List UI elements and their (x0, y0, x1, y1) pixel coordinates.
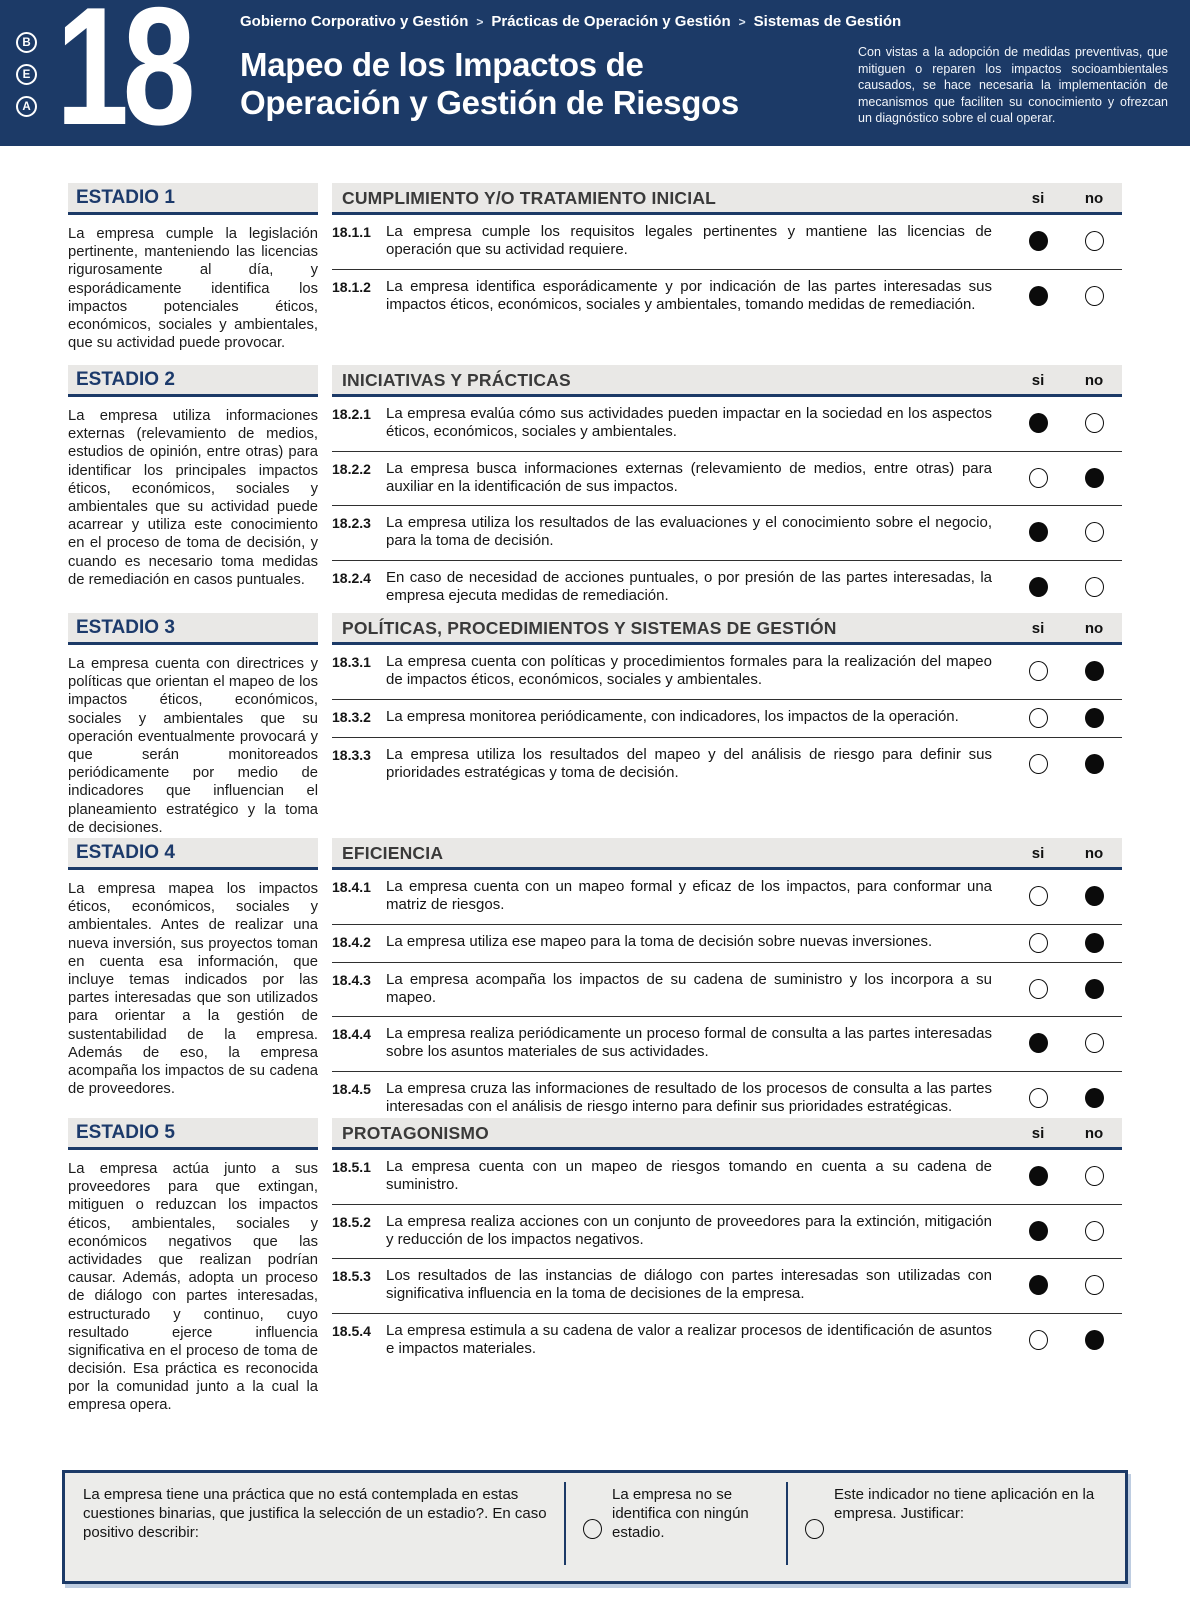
estadio-section (68, 613, 1122, 837)
radio-si[interactable] (1029, 468, 1048, 488)
question-number: 18.5.3 (332, 1268, 371, 1285)
section-title: EFICIENCIA (342, 842, 444, 863)
question-row (332, 270, 1122, 324)
question-row (332, 738, 1122, 792)
footer-options-box (62, 1470, 1128, 1584)
estadio-label-bar (68, 613, 318, 645)
question-row (332, 1150, 1122, 1205)
question-text: La empresa monitorea periódicamente, con indicadores, los impactos de la operación. (386, 707, 959, 725)
radio-si[interactable] (1029, 1166, 1048, 1186)
question-text: La empresa realiza periódicamente un proceso formal de consulta a las partes interesadas sobre los asuntos materiales de sus actividades. (386, 1025, 992, 1061)
page-title-line1: Mapeo de los Impactos de (240, 46, 644, 83)
column-header-no: no (1084, 844, 1104, 862)
column-header-si: si (1031, 1124, 1045, 1142)
question-row (332, 645, 1122, 700)
estadio-description: La empresa actúa junto a sus proveedores para que extingan, mitiguen o reduzcan los impactos éticos, ambientales, sociales y económicos negativos que las actividades que realizan podrían causar. Además, adopta un proceso de diálogo con partes interesadas, estructurado y continuo, cuyo resultado ejerce influencia significativa en el proceso de toma de decisión. Esa práctica es reconocida por la comunidad junto a la cual la empresa opera. (68, 1161, 318, 1414)
radio-no[interactable] (1085, 754, 1104, 774)
footer-option-no-aplica (787, 1473, 1125, 1581)
estadio-section (68, 838, 1122, 1125)
question-row (332, 700, 1122, 738)
radio-no[interactable] (1085, 231, 1104, 251)
question-number: 18.4.1 (332, 879, 371, 895)
estadio-section (68, 183, 1122, 352)
breadcrumb-item: Prácticas de Operación y Gestión (491, 13, 731, 30)
question-row (332, 452, 1122, 507)
question-number: 18.1.2 (332, 278, 371, 295)
radio-si[interactable] (1029, 231, 1048, 251)
question-row (332, 215, 1122, 270)
question-number: 18.2.4 (332, 569, 371, 586)
section-body (68, 215, 1122, 352)
question-text: La empresa utiliza los resultados del mapeo y del análisis de riesgo para definir sus prioridades estratégicas y toma de decisión. (386, 745, 992, 781)
radio-si[interactable] (1029, 886, 1048, 906)
question-row (332, 1205, 1122, 1260)
estadio-label-bar (68, 365, 318, 397)
section-header (68, 365, 1122, 397)
question-text: La empresa cuenta con un mapeo formal y eficaz de los impactos, para conformar una matriz de riesgos. (386, 878, 992, 914)
question-row (332, 506, 1122, 561)
question-text: La empresa estimula a su cadena de valor a realizar procesos de identificación de asuntos e impactos materiales. (386, 1321, 992, 1358)
question-row (332, 925, 1122, 963)
question-number: 18.4.2 (332, 933, 371, 950)
footer-open-question: La empresa tiene una práctica que no está contemplada en estas cuestiones binarias, que justifica la selección de un estadio?. En caso positivo describir: (83, 1486, 547, 1541)
radio-no[interactable] (1085, 468, 1104, 488)
estadio-label-bar (68, 1118, 318, 1150)
section-body (68, 870, 1122, 1125)
question-number: 18.5.4 (332, 1322, 371, 1339)
footer-open-question-cell (65, 1473, 565, 1581)
question-text: La empresa acompaña los impactos de su cadena de suministro y los incorpora a su mapeo. (386, 970, 992, 1006)
question-text: La empresa identifica esporádicamente y por indicación de las partes interesadas sus impactos éticos, económicos, sociales y ambientales, tomando medidas de remediación. (386, 277, 992, 313)
radio-si[interactable] (1029, 708, 1048, 728)
header-main (240, 13, 901, 121)
section-body (68, 397, 1122, 614)
section-title: INICIATIVAS Y PRÁCTICAS (342, 369, 571, 390)
estadio-label: ESTADIO 3 (76, 617, 175, 638)
radio-si[interactable] (1029, 933, 1048, 953)
column-header-si: si (1031, 844, 1045, 862)
question-row (332, 1314, 1122, 1368)
section-title-bar (332, 365, 1122, 397)
radio-si[interactable] (1029, 577, 1048, 597)
question-text: En caso de necesidad de acciones puntuales, o por presión de las partes interesadas, la empresa ejecuta medidas de remediación. (386, 568, 992, 605)
question-row (332, 1017, 1122, 1072)
section-body (68, 645, 1122, 837)
estadio-description: La empresa utiliza informaciones externas (relevamiento de medios, estudios de opinión, entre otras) para identificar los principales impactos éticos, económicos, sociales y ambientales que su actividad puede acarrear y utiliza este conocimiento en el proceso de toma de decisión, y cuando es necesario toma medidas de remediación en casos puntuales. (68, 408, 318, 588)
breadcrumb-item: Gobierno Corporativo y Gestión (240, 13, 469, 30)
radio-si[interactable] (1029, 979, 1048, 999)
column-header-no: no (1084, 1124, 1104, 1142)
radio-no[interactable] (1085, 886, 1104, 906)
radio-no[interactable] (1085, 1330, 1104, 1350)
question-number: 18.2.3 (332, 515, 371, 532)
page-header (0, 0, 1190, 160)
radio-no[interactable] (1085, 1088, 1104, 1108)
question-text: La empresa realiza acciones con un conjunto de proveedores para la extinción, mitigación y reducción de los impactos negativos. (386, 1212, 992, 1248)
section-title-bar (332, 613, 1122, 645)
breadcrumb-item: Sistemas de Gestión (753, 13, 902, 30)
radio-si[interactable] (1029, 1033, 1048, 1053)
footer-option-no-estadio-label: La empresa no se identifica con ningún estadio. (612, 1486, 749, 1541)
radio-no[interactable] (1085, 979, 1104, 999)
estadio-section (68, 1118, 1122, 1415)
estadio-description: La empresa cuenta con directrices y políticas que orientan el mapeo de los impactos éticos, económicos, sociales y ambientales que su operación eventualmente provocará y que serán monitoreados periódicamente por medio de indicadores que influencian el planeamiento estratégico y la toma de decisiones. (68, 656, 318, 836)
estadio-description: La empresa cumple la legislación pertinente, manteniendo las licencias rigurosamente al día, y esporádicamente identifica los impactos potenciales éticos, económicos, sociales y ambientales, que su actividad puede provocar. (68, 226, 318, 352)
estadio-label-bar (68, 838, 318, 870)
radio-si[interactable] (1029, 286, 1048, 306)
intro-text: Con vistas a la adopción de medidas preventivas, que mitiguen o reparen los impactos socioambientales causados, se hace necesaria la implementación de mecanismos que faciliten su conocimiento y ofrezcan un diagnóstico sobre el cual operar. (858, 45, 1168, 125)
column-header-si: si (1031, 189, 1045, 207)
estadio-section (68, 365, 1122, 614)
estadio-label: ESTADIO 1 (76, 187, 175, 208)
section-header (68, 183, 1122, 215)
radio-no[interactable] (1085, 1275, 1104, 1295)
question-text: La empresa cuenta con políticas y procedimientos formales para la realización del mapeo de impactos éticos, económicos, sociales y ambientales. (386, 653, 992, 689)
column-header-si: si (1031, 371, 1045, 389)
radio-no[interactable] (1085, 661, 1104, 681)
question-number: 18.4.3 (332, 971, 371, 988)
question-rows (332, 870, 1122, 1125)
footer-option-no-aplica-label: Este indicador no tiene aplicación en la empresa. Justificar: (834, 1486, 1095, 1522)
question-text: La empresa utiliza ese mapeo para la toma de decisión sobre nuevas inversiones. (386, 932, 933, 950)
question-text: Los resultados de las instancias de diálogo con partes interesadas son utilizadas con significativa influencia en la toma de decisiones de la empresa. (386, 1267, 992, 1303)
breadcrumb-chevron-icon: > (738, 14, 746, 29)
radio-si[interactable] (1029, 1275, 1048, 1295)
question-text: La empresa busca informaciones externas (relevamiento de medios, entre otras) para auxiliar en la identificación de sus impactos. (386, 459, 992, 495)
estadio-label: ESTADIO 4 (76, 842, 175, 863)
section-body (68, 1150, 1122, 1415)
question-rows (332, 397, 1122, 614)
column-header-si: si (1031, 619, 1045, 637)
section-header (68, 1118, 1122, 1150)
radio-no[interactable] (1085, 522, 1104, 542)
logo-letter-a-icon: A (16, 96, 37, 117)
question-row (332, 561, 1122, 615)
question-number: 18.4.5 (332, 1080, 371, 1097)
radio-no[interactable] (1085, 286, 1104, 306)
radio-si[interactable] (1029, 754, 1048, 774)
question-number: 18.1.1 (332, 224, 371, 240)
section-title-bar (332, 1118, 1122, 1150)
question-text: La empresa evalúa cómo sus actividades pueden impactar en la sociedad en los aspectos éticos, económicos, sociales y ambientales. (386, 405, 992, 441)
section-title-bar (332, 838, 1122, 870)
question-text: La empresa cumple los requisitos legales pertinentes y mantiene las licencias de operación que su actividad requiere. (386, 223, 992, 259)
question-text: La empresa cuenta con un mapeo de riesgos tomando en cuenta a su cadena de suministro. (386, 1158, 992, 1194)
question-text: La empresa cruza las informaciones de resultado de los procesos de consulta a las partes interesadas con el análisis de riesgo interno para definir sus prioridades estratégicas. (386, 1079, 992, 1116)
section-title-bar (332, 183, 1122, 215)
section-title: CUMPLIMIENTO Y/O TRATAMIENTO INICIAL (342, 187, 717, 208)
question-row (332, 1259, 1122, 1314)
estadio-description: La empresa mapea los impactos éticos, económicos, sociales y ambientales. Antes de realizar una nueva inversión, sus proyectos toman en cuenta esa información, que incluye temas indicados por las partes interesadas que son utilizados para orientar a la gestión de sustentabilidad de la empresa. Además de eso, la empresa acompaña los impactos de su cadena de proveedores. (68, 881, 318, 1098)
question-number: 18.2.1 (332, 406, 371, 422)
column-header-no: no (1084, 619, 1104, 637)
section-header (68, 838, 1122, 870)
radio-si[interactable] (1029, 661, 1048, 681)
estadio-label: ESTADIO 5 (76, 1122, 175, 1143)
column-header-no: no (1084, 189, 1104, 207)
section-title: PROTAGONISMO (342, 1122, 489, 1143)
indicator-number: 18 (56, 0, 190, 160)
radio-no-estadio[interactable] (583, 1519, 602, 1539)
page-title-line2: Operación y Gestión de Riesgos (240, 83, 739, 121)
radio-no[interactable] (1085, 1033, 1104, 1053)
question-number: 18.2.2 (332, 460, 371, 477)
radio-si[interactable] (1029, 1221, 1048, 1241)
radio-si[interactable] (1029, 413, 1048, 433)
footer-option-no-estadio (565, 1473, 787, 1581)
radio-no[interactable] (1085, 1221, 1104, 1241)
radio-si[interactable] (1029, 1088, 1048, 1108)
question-number: 18.5.1 (332, 1159, 371, 1175)
question-text: La empresa utiliza los resultados de las evaluaciones y el conocimiento sobre el negocio, para la toma de decisión. (386, 514, 992, 550)
question-rows (332, 645, 1122, 837)
question-row (332, 870, 1122, 925)
radio-no[interactable] (1085, 577, 1104, 597)
radio-no-aplica[interactable] (805, 1519, 824, 1539)
question-rows (332, 215, 1122, 352)
radio-si[interactable] (1029, 522, 1048, 542)
question-number: 18.3.2 (332, 708, 371, 725)
question-number: 18.4.4 (332, 1026, 371, 1043)
radio-no[interactable] (1085, 413, 1104, 433)
radio-no[interactable] (1085, 708, 1104, 728)
radio-no[interactable] (1085, 1166, 1104, 1186)
column-header-no: no (1084, 371, 1104, 389)
estadio-label: ESTADIO 2 (76, 369, 175, 390)
page-title (240, 46, 901, 121)
question-rows (332, 1150, 1122, 1415)
section-title: POLÍTICAS, PROCEDIMIENTOS Y SISTEMAS DE GESTIÓN (342, 617, 837, 638)
breadcrumb-chevron-icon: > (476, 14, 484, 29)
estadio-label-bar (68, 183, 318, 215)
logo-letter-b-icon: B (16, 32, 37, 53)
radio-si[interactable] (1029, 1330, 1048, 1350)
question-number: 18.3.1 (332, 654, 371, 670)
bea-logo (16, 32, 37, 117)
question-number: 18.3.3 (332, 746, 371, 763)
section-header (68, 613, 1122, 645)
question-number: 18.5.2 (332, 1213, 371, 1230)
breadcrumb (240, 13, 901, 30)
radio-no[interactable] (1085, 933, 1104, 953)
question-row (332, 397, 1122, 452)
question-row (332, 963, 1122, 1018)
logo-letter-e-icon: E (16, 64, 37, 85)
